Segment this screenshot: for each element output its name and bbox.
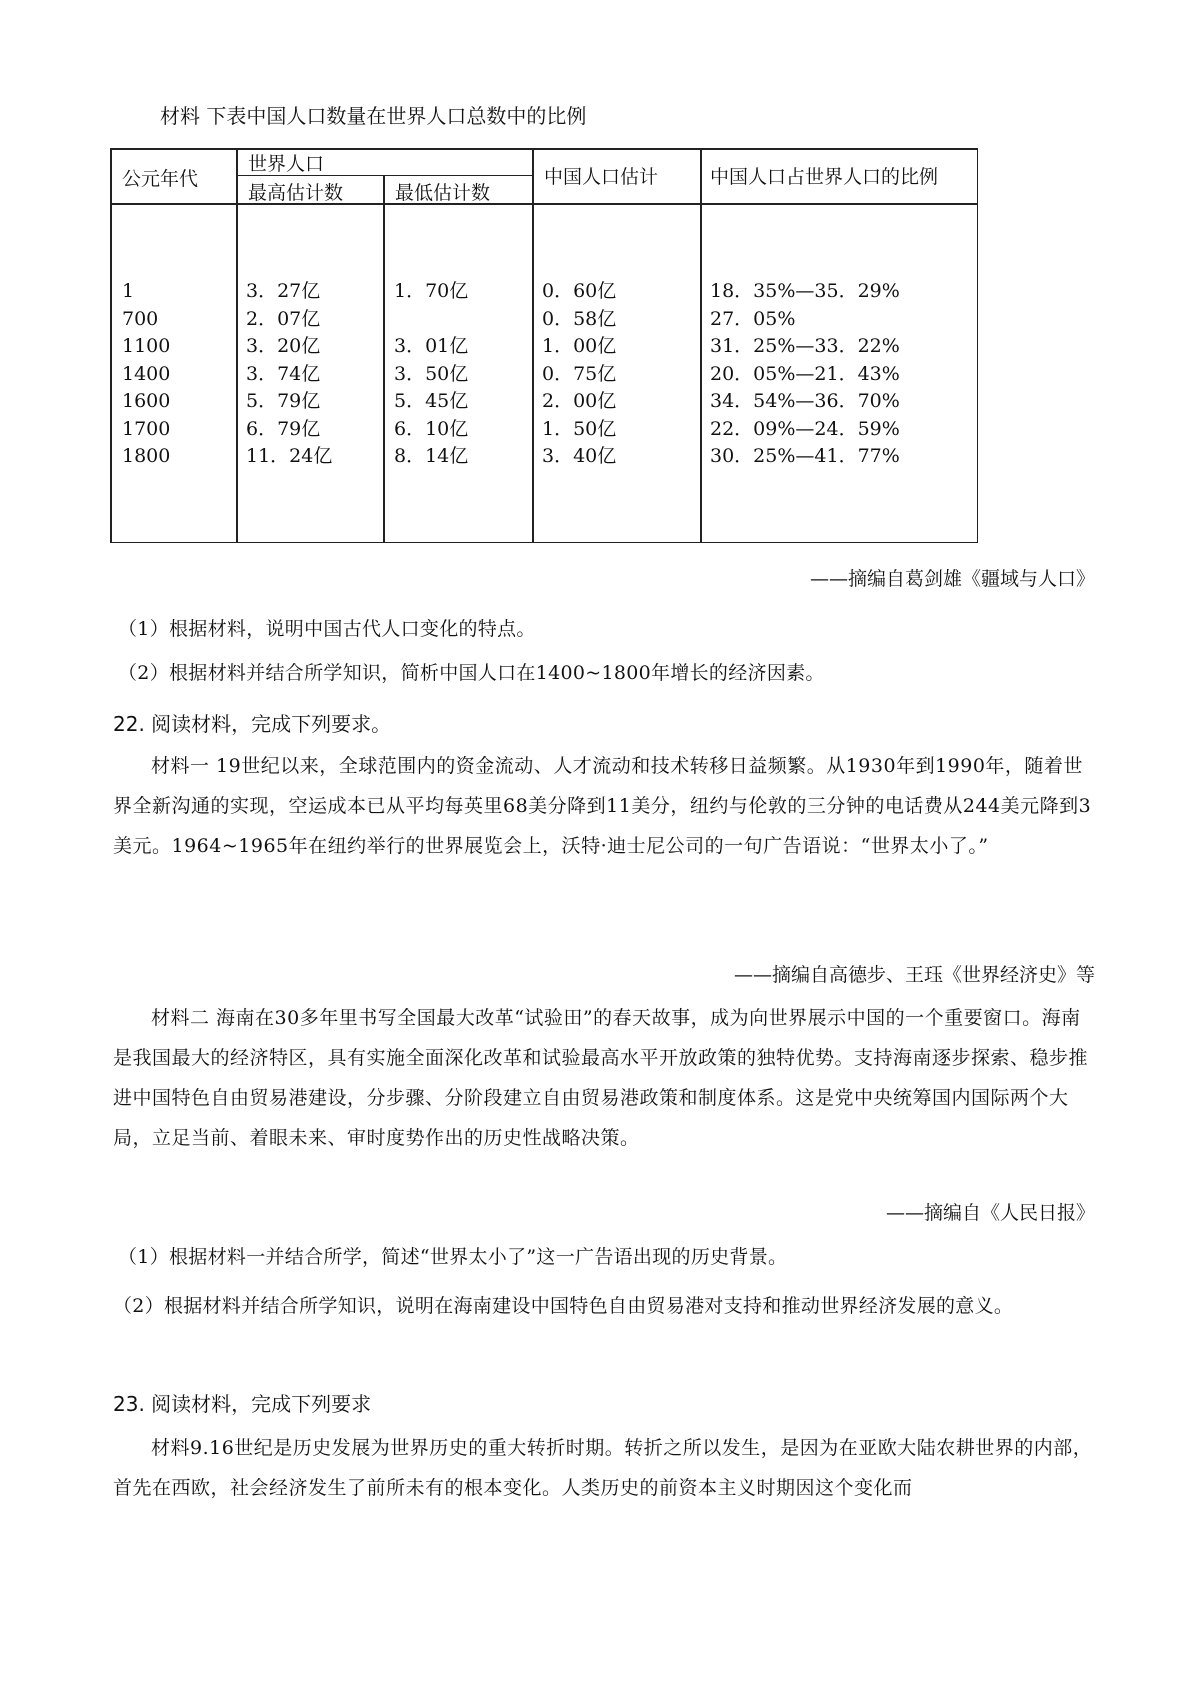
table-cell: 27．05%	[710, 307, 796, 330]
header-year: 公元年代	[122, 168, 199, 190]
question-22-material-1: 材料一 19世纪以来，全球范围内的资金流动、人才流动和技术转移日益频繁。从1930年到1990年，随着世界全新沟通的实现，空运成本已从平均每英里68美分降到11美分，纽约与伦敦的三分钟的电话费从244美元降到3美元。1964~1965年在纽约举行的世界展览会上，沃特·迪士尼公司的一句广告语说：“世界太小了。”	[113, 755, 1092, 857]
column-years	[122, 278, 170, 471]
table-cell: 5．45亿	[394, 390, 469, 412]
question-22-2: （2）根据材料并结合所学知识，说明在海南建设中国特色自由贸易港对支持和推动世界经济发展的意义。	[113, 1295, 1014, 1317]
population-table	[110, 148, 978, 543]
table-cell: 1．50亿	[542, 417, 617, 440]
table-cell: 31．25%—33．22%	[710, 335, 900, 357]
table-cell: 6．79亿	[246, 417, 321, 440]
column-min	[394, 278, 468, 471]
table-cell: 30．25%—41．77%	[710, 445, 900, 467]
table-cell: 8．14亿	[394, 445, 469, 467]
table-cell: 3．50亿	[394, 362, 469, 385]
table-cell: 700	[122, 307, 159, 330]
column-ratio	[710, 278, 900, 471]
question-23-title: 23. 阅读材料，完成下列要求	[113, 1392, 372, 1416]
table-cell: 1100	[122, 335, 171, 357]
table-cell: 0．60亿	[542, 280, 617, 302]
table-cell: 18．35%—35．29%	[710, 280, 900, 302]
header-ratio: 中国人口占世界人口的比例	[710, 166, 939, 188]
table-cell: 0．58亿	[542, 307, 617, 330]
table-cell: 1	[122, 280, 135, 302]
question-22-material-2: 材料二 海南在30多年里书写全国最大改革“试验田”的春天故事，成为向世界展示中国的一个重要窗口。海南是我国最大的经济特区，具有实施全面深化改革和试验最高水平开放政策的独特优势。支持海南逐步探索、稳步推进中国特色自由贸易港建设，分步骤、分阶段建立自由贸易港政策和制度体系。这是党中央统筹国内国际两个大局，立足当前、着眼未来、审时度势作出的历史性战略决策。	[113, 1007, 1089, 1149]
table-cell: 1700	[122, 417, 171, 440]
table-cell: 1．70亿	[394, 280, 469, 302]
table-cell: 11．24亿	[246, 445, 333, 467]
question-23-material: 材料9.16世纪是历史发展为世界历史的重大转折时期。转折之所以发生，是因为在亚欧大陆农耕世界的内部，首先在西欧，社会经济发生了前所未有的根本变化。人类历史的前资本主义时期因这个变化而	[113, 1437, 1093, 1499]
source-citation: ——摘编自《人民日报》	[885, 1202, 1095, 1224]
table-cell: 34．54%—36．70%	[710, 390, 900, 412]
table-cell: 3．27亿	[246, 280, 321, 302]
table-cell: 1600	[122, 390, 171, 412]
table-cell: 3．20亿	[246, 335, 321, 357]
table-cell: 20．05%—21．43%	[710, 362, 900, 385]
table-cell: 3．01亿	[394, 335, 469, 357]
table-cell: 0．75亿	[542, 362, 617, 385]
column-max	[246, 278, 332, 471]
column-china	[542, 278, 616, 471]
header-china-pop: 中国人口估计	[544, 166, 659, 188]
table-cell: 3．40亿	[542, 445, 617, 467]
table-cell: 6．10亿	[394, 417, 469, 440]
question-22-1: （1）根据材料一并结合所学，简述“世界太小了”这一广告语出现的历史背景。	[118, 1246, 788, 1268]
header-min-est: 最低估计数	[395, 182, 491, 204]
question-21-2: （2）根据材料并结合所学知识，简析中国人口在1400~1800年增长的经济因素。	[118, 662, 825, 684]
table-cell: 3．74亿	[246, 362, 321, 385]
table-cell: 1．00亿	[542, 335, 617, 357]
question-22-title: 22. 阅读材料，完成下列要求。	[113, 712, 392, 736]
table-cell: 1400	[122, 362, 171, 385]
source-citation: ——摘编自葛剑雄《疆域与人口》	[809, 568, 1095, 590]
table-cell: 1800	[122, 445, 171, 467]
header-world-pop: 世界人口	[248, 153, 325, 175]
table-cell	[394, 306, 468, 334]
table-cell: 22．09%—24．59%	[710, 417, 900, 440]
table-cell: 2．07亿	[246, 307, 321, 330]
table-cell: 5．79亿	[246, 390, 321, 412]
source-citation: ——摘编自高德步、王珏《世界经济史》等	[733, 964, 1095, 986]
question-21-1: （1）根据材料，说明中国古代人口变化的特点。	[118, 618, 536, 640]
material-caption: 材料 下表中国人口数量在世界人口总数中的比例	[160, 104, 587, 128]
table-cell: 2．00亿	[542, 390, 617, 412]
header-max-est: 最高估计数	[248, 182, 344, 204]
